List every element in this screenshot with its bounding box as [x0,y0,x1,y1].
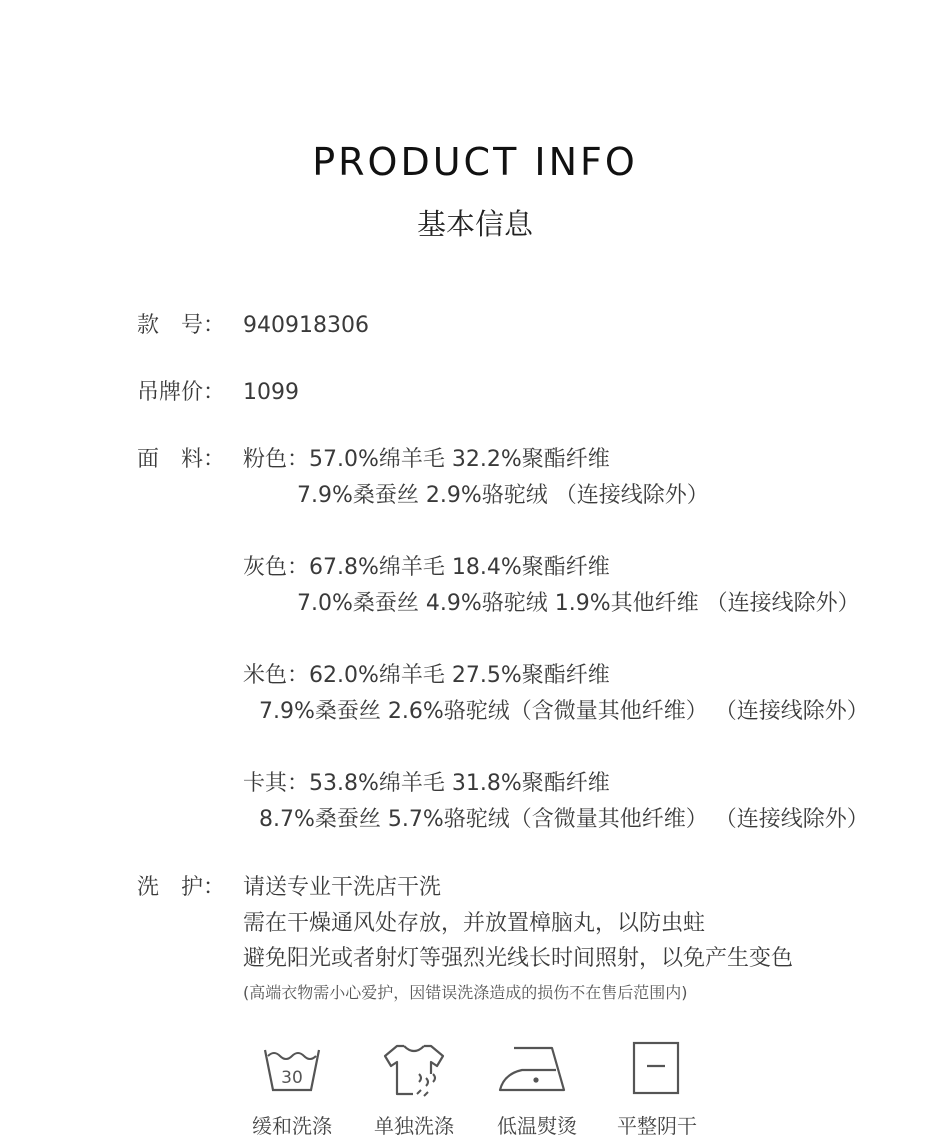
title-english: PRODUCT INFO [312,140,638,184]
care-label: 洗 护： [137,875,226,900]
fabric-pink-line1: 粉色：57.0%绵羊毛 32.2%聚酯纤维 [243,447,610,472]
care-note: (高端衣物需小心爱护，因错误洗涤造成的损伤不在售后范围内) [243,983,688,1002]
care-line-1: 请送专业干洗店干洗 [243,875,442,900]
care-line-3: 避免阳光或者射灯等强烈光线长时间照射，以免产生变色 [243,946,794,971]
price-label: 吊牌价： [137,380,226,405]
fabric-khaki-line2: 8.7%桑蚕丝 5.7%骆驼绒（含微量其他纤维） （连接线除外） [259,807,869,832]
dry-flat-shade-icon [612,1040,702,1100]
style-no-label: 款 号： [137,313,226,338]
price-value: 1099 [243,380,299,405]
fabric-beige-line1: 米色：62.0%绵羊毛 27.5%聚酯纤维 [243,663,610,688]
wash-separately-icon [369,1040,459,1100]
fabric-grey-line2: 7.0%桑蚕丝 4.9%骆驼绒 1.9%其他纤维 （连接线除外） [297,591,860,616]
care-line-2: 需在干燥通风处存放，并放置樟脑丸，以防虫蛀 [243,911,706,936]
wash-temp-text: 30 [281,1068,303,1088]
title-chinese: 基本信息 [416,207,533,241]
icon-label-wash-separately: 单独洗涤 [374,1114,454,1138]
fabric-label: 面 料： [137,447,226,472]
iron-low-icon [492,1040,582,1100]
wash-30-icon [247,1040,337,1100]
icon-label-gentle-wash: 缓和洗涤 [252,1114,332,1138]
icon-label-dry-flat-shade: 平整阴干 [617,1114,697,1138]
fabric-pink-line2: 7.9%桑蚕丝 2.9%骆驼绒 （连接线除外） [297,483,709,508]
style-no-value: 940918306 [243,313,369,338]
fabric-grey-line1: 灰色：67.8%绵羊毛 18.4%聚酯纤维 [243,555,610,580]
fabric-khaki-line1: 卡其：53.8%绵羊毛 31.8%聚酯纤维 [243,771,610,796]
icon-label-low-iron: 低温熨烫 [497,1114,577,1138]
fabric-beige-line2: 7.9%桑蚕丝 2.6%骆驼绒（含微量其他纤维） （连接线除外） [259,699,869,724]
